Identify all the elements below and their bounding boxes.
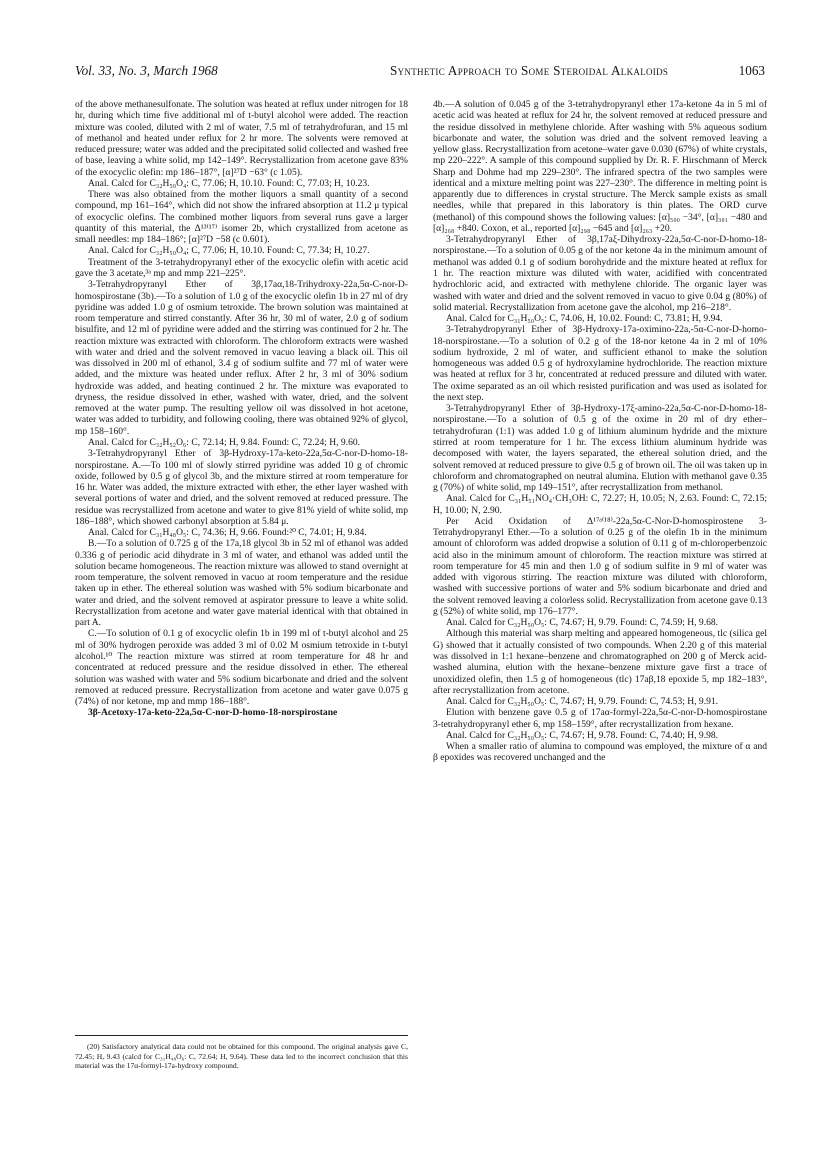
paragraph: C.—To solution of 0.1 g of exocyclic olefin 1b in 199 ml of t-butyl alcohol and 25 ml of 30% hydrogen peroxide was added 3 ml of 0.02 M osmium tetroxide in t-butyl alcohol.¹⁰ The reaction mixture was stirred at room temperature for 48 hr and concentrated at reduced pressure and the residue dissolved in ether. The ethereal solution was washed with water and 5% sodium bicarbonate and dried and the solvent removed at reduced pressure. Recrystallization from acetone and water gave 0.075 g (74%) of nor ketone, mp and mmp 186–188°. [75, 628, 408, 708]
paragraph: 3-Tetrahydropyranyl Ether of 3β-Hydroxy-17ξ-amino-22a,5α-C-nor-D-homo-18-norspirostane.—To a solution of 0.5 g of the oxime in 20 ml of dry ether–tetrahydrofuran (1:1) was added 1.0 g of lithium aluminum hydride and the mixture stirred at room temperature for 1 hr. The excess lithium aluminum hydride was decomposed with water, the layers separated, the ethereal solution dried, and the solvent removed at reduced pressure to give 0.5 g of brown oil. The oil was taken up in chloroform and chromatographed on neutral alumina. Elution with methanol gave 0.35 g (70%) of white solid, mp 149–151°, after recrystallization from methanol. [433, 403, 767, 494]
section-heading: 3β-Acetoxy-17a-keto-22a,5α-C-nor-D-homo-18-norspirostane [88, 707, 338, 719]
paragraph: Anal. Calcd for C₃₁H₅₀O₅: C, 74.06, H, 10.02. Found: C, 73.81; H, 9.94. [446, 313, 723, 325]
paragraph: 4b.—A solution of 0.045 g of the 3-tetrahydropyranyl ether 17a-ketone 4a in 5 ml of acetic acid was heated at reflux for 24 hr, the solvent removed at reduced pressure and the residue dissolved in methylene chloride. After washing with 5% aqueous sodium bicarbonate and water, the solution was dried and the solvent removed leaving a yellow glass. Recrystallization from acetone–water gave 0.030 (67%) of white crystals, mp 220–222°. A sample of this compound supplied by Dr. R. F. Hirschmann of Merck Sharp and Dohme had mp 229–230°. The infrared spectra of the two samples were identical and a mixture melting point was 227–230°. The difference in melting point is apparently due to differences in crystal structure. The Merck sample exists as small needles, while that prepared in this laboratory is thin plates. The ORD curve (methanol) of this compound shows the following values: [α]₅₀₀ −34°, [α]₃₀₁ −480 and [α]₂₆₈ +840. Coxon, et al., reported [α]₂₉₈ −645 and [α]₂₆₃ +20. [433, 99, 767, 234]
paragraph: B.—To a solution of 0.725 g of the 17a,18 glycol 3b in 52 ml of ethanol was added 0.336 g of periodic acid dihydrate in 3 ml of water, and ethanol was added until the solution became homogeneous. The reaction mixture was allowed to stand overnight at room temperature, the solvent removed in vacuo at room temperature and the residue taken up in ether. The ethereal solution was washed with 5% sodium bicarbonate and water and dried, and the solvent removed at aspirator pressure to leave a white solid. Recrystallization from acetone and water gave material identical with that obtained in part A. [75, 538, 408, 629]
paragraph: When a smaller ratio of alumina to compound was employed, the mixture of α and β epoxides was recovered unchanged and the [433, 741, 767, 764]
paragraph: Anal. Calcd for C₃₂H₅₀O₅: C, 74.67; H, 9.79. Found: C, 74.59; H, 9.68. [446, 617, 719, 629]
paragraph: There was also obtained from the mother liquors a small quantity of a second compound, mp 161–164°, which did not show the infrared absorption at 11.2 μ typical of exocyclic olefins. The combined mother liquors from several runs gave a larger quantity of this material, the Δ¹³⁽¹⁷⁾ isomer 2b, which crystallized from acetone as small needles: mp 184–186°; [α]²⁷D −58 (c 0.601). [75, 189, 408, 246]
running-header [75, 63, 765, 85]
paragraph: Anal. Calcd for C₃₂H₅₀O₄: C, 77.06; H, 10.10. Found: C, 77.03; H, 10.23. [88, 177, 370, 189]
paragraph: Anal. Calcd for C₃₂H₅₀O₄; C, 77.06; H, 10.10. Found: C, 77.34; H, 10.27. [88, 245, 370, 257]
right-column [433, 99, 767, 764]
paragraph: 3-Tetrahydropyranyl Ether of 3β,17aα,18-Trihydroxy-22a,5α-C-nor-D-homospirostane (3b).—To a solution of 1.0 g of the exocyclic olefin 1b in 27 ml of dry pyridine was added 1.0 g of osmium tetroxide. The brown solution was maintained at room temperature and stirred constantly. After 36 hr, 30 ml of water, 2.0 g of sodium bisulfite, and 12 ml of pyridine were added and the stirring was continued for 2 hr. The reaction mixture was extracted with chloroform. The chloroform extracts were washed with water and dried and the solvent removed in vacuo leaving a black oil. This oil was dissolved in 200 ml of ethanol, 3.4 g of sodium sulfite and 77 ml of water were added, and the mixture was heated under reflux. After 2 hr, 3 ml of 30% sodium hydroxide was added, and heating continued 2 hr. The mixture was evaporated to dryness, the residue dissolved in ether, washed with water, dried, and the solvent removed at the water pump. The resulting yellow oil was dissolved in hot acetone, water was added to turbidity, and following cooling, there was obtained 92% of glycol, mp 158–160°. [75, 279, 408, 437]
page-number: 1063 [738, 63, 765, 78]
journal-volume: Vol. 33, No. 3, March 1968 [75, 63, 218, 78]
paragraph: Anal. Calcd for C₃₁H₄₈O₅: C, 74.36; H, 9.66. Found:²⁰ C, 74.01; H, 9.84. [88, 527, 367, 539]
paragraph: of the above methanesulfonate. The solution was heated at reflux under nitrogen for 18 hr, during which time five additional ml of t-butyl alcohol were added. The reaction mixture was cooled, diluted with 2 ml of water, 7.5 ml of tetrahydrofuran, and 15 ml of methanol and heated under reflux for 2 hr more. The solvents were removed at reduced pressure; water was added and the precipitated solid collected and washed free of base, leaving a white solid, mp 142–149°. Recrystallization from acetone gave 83% of the exocyclic olefin: mp 186–187°, [α]²⁷D −63° (c 1.05). [75, 99, 408, 178]
paragraph: Although this material was sharp melting and appeared homogeneous, tlc (silica gel G) showed that it actually consisted of two compounds. When 2.20 g of this material was dissolved in 1:1 hexane–benzene and chromatographed on 200 g of Merck acid-washed alumina, elution with the hexane–benzene mixture gave first a trace of unoxidized olefin, then 1.5 g of homogeneous (tlc) 17aβ,18 epoxide 5, mp 182–183°, after recrystallization from acetone. [433, 628, 767, 696]
running-title: Synthetic Approach to Some Steroidal Alkaloids [390, 63, 669, 78]
paragraph: Treatment of the 3-tetrahydropyranyl ether of the exocyclic olefin with acetic acid gave the 3 acetate,³ᵃ mp and mmp 221–225°. [75, 256, 408, 279]
paragraph: 3-Tetrahydropyranyl Ether of 3β-Hydroxy-17a-oximino-22a,-5α-C-nor-D-homo-18-norspirostane.—To a solution of 0.2 g of the 18-nor ketone 4a in 2 ml of 10% sodium hydroxide, 2 ml of water, and sufficient ethanol to make the solution homogeneous was added 0.5 g of hydroxylamine hydrochloride. The reaction mixture was heated at reflux for 3 hr, concentrated at reduced pressure and diluted with water. The oxime separated as an oil which resisted purification and was used as isolated for the next step. [433, 324, 767, 403]
paragraph: Elution with benzene gave 0.5 g of 17aα-formyl-22a,5α-C-nor-D-homospirostane 3-tetrahydropyranyl ether 6, mp 158–159°, after recrystallization from hexane. [433, 707, 767, 730]
paragraph: Per Acid Oxidation of Δ¹⁷ᵃ⁽¹⁸⁾-22a,5α-C-Nor-D-homospirostene 3-Tetrahydropyranyl Ether.—To a solution of 0.25 g of the olefin 1b in the minimum amount of chloroform was added dropwise a solution of 0.11 g of m-chloroperbenzoic acid also in the minimum amount of chloroform. The reaction mixture was stirred at room temperature for 45 min and then 1.0 g of sodium sulfite in 9 ml of water was added with vigorous stirring. The reaction mixture was diluted with chloroform, washed with successive portions of water and 5% sodium bicarbonate and dried and the solvent removed leaving a colorless solid. Recrystallization from acetone gave 0.13 g (52%) of white solid, mp 176–177°. [433, 515, 767, 617]
paragraph: Anal. Calcd for C₃₂H₅₀O₅: C, 74.67; H, 9.78. Found: C, 74.40; H, 9.98. [446, 729, 719, 741]
paragraph: 3-Tetrahydropyranyl Ether of 3β,17aξ-Dihydroxy-22a,5α-C-nor-D-homo-18-norspirostane.—To a solution of 0.05 g of the nor ketone 4a in the minimum amount of methanol was added 0.1 g of sodium borohydride and the mixture heated at reflux for 1 hr. The reaction mixture was diluted with water, acidified with concentrated hydrochloric acid, and extracted with methylene chloride. The organic layer was washed with water and dried and the solvent removed in vacuo to give 0.04 g (80%) of solid material. Recrystallization from acetone gave the alcohol, mp 216–218°. [433, 234, 767, 313]
paragraph: Anal. Calcd for C₃₂H₅₀O₅: C, 74.67; H, 9.79. Found: C, 74.53; H, 9.91. [446, 696, 719, 708]
footnote-20: (20) Satisfactory analytical data could not be obtained for this compound. The original analysis gave C, 72.45; H, 9.43 (calcd for C₃₁H₄₈O₆: C, 72.64; H, 9.64). These data led to the incorrect conclusion that this material was the 17α-formyl-17a-hydroxy compound. [75, 1042, 408, 1071]
paragraph: 3-Tetrahydropyranyl Ether of 3β-Hydroxy-17a-keto-22a,5α-C-nor-D-homo-18-norspirostane. A.—To 100 ml of slowly stirred pyridine was added 10 g of chromic oxide, followed by 0.5 g of glycol 3b, and the mixture stirred at room temperature for 16 hr. Water was added, the mixture extracted with ether, the ether layer washed with several portions of water and dried, and the solvent removed at reduced pressure. The residue was recrystallized from acetone and water to give 81% yield of white solid, mp 186–188°, which showed carbonyl absorption at 5.84 μ. [75, 448, 408, 527]
left-column [75, 99, 408, 719]
paragraph: Anal. Calcd for C₃₂H₅₂O₆: C, 72.14; H, 9.84. Found: C, 72.24; H, 9.60. [88, 436, 361, 448]
paragraph: Anal. Calcd for C₃₁H₅₁NO₄·CH₃OH: C, 72.27; H, 10.05; N, 2.63. Found: C, 72.15; H, 10.00; N, 2.90. [433, 493, 767, 516]
footnote [75, 1035, 408, 1071]
